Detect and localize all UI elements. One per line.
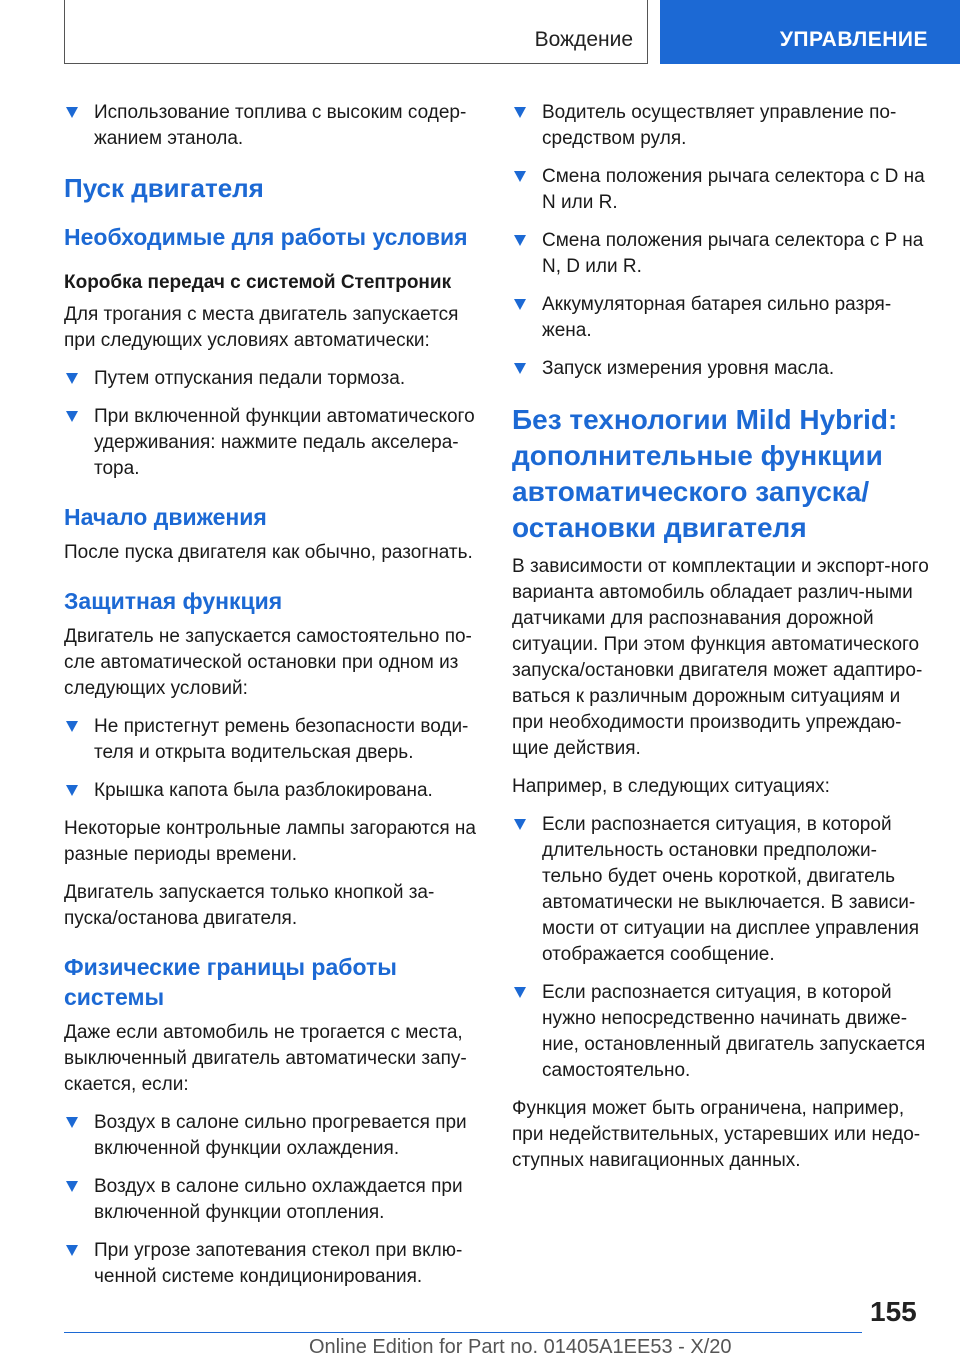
list-item-text: Крышка капота была разблокирована. [94, 780, 433, 801]
section-title: Вождение [534, 28, 633, 51]
bullet-triangle-icon [66, 373, 78, 384]
list-item-text: Использование топлива с высоким содер-жанием этанола. [94, 102, 467, 149]
list-item-text: Водитель осуществляет управление по-средством руля. [542, 102, 897, 149]
left-column [64, 100, 484, 1302]
paragraph: В зависимости от комплектации и экспорт-ного варианта автомобиль обладает различ-ными датчиками для распознавания дорожной ситуации. При этом функция автоматического запуска/остановки двигателя может адаптиро-ваться к различным дорожным ситуациям и при необходимости производить упреждаю-щие действия. [512, 556, 929, 759]
bullet-triangle-icon [66, 785, 78, 796]
list-item [64, 1110, 484, 1162]
bullet-triangle-icon [66, 1245, 78, 1256]
header-section-box [64, 0, 648, 64]
list-item [512, 980, 932, 1084]
paragraph: После пуска двигателя как обычно, разогнать. [64, 542, 473, 563]
list-item-text: Аккумуляторная батарея сильно разря-жена. [542, 294, 892, 341]
list-item [64, 714, 484, 766]
heading-protection: Защитная функция [64, 588, 283, 614]
paragraph: Функция может быть ограничена, например, при недействительных, устаревших или недо-ступных навигационных данных. [512, 1098, 921, 1171]
list-item-text: Путем отпускания педали тормоза. [94, 368, 406, 389]
list-item [64, 366, 484, 392]
page-number: 155 [870, 1296, 917, 1327]
bullet-triangle-icon [514, 363, 526, 374]
list-item [512, 164, 932, 216]
paragraph: Двигатель не запускается самостоятельно по-сле автоматической остановки при одном из следующих условий: [64, 626, 472, 699]
bullet-triangle-icon [66, 107, 78, 118]
bullet-triangle-icon [66, 411, 78, 422]
bullet-triangle-icon [66, 1181, 78, 1192]
list-item-text: Смена положения рычага селектора с P на N, D или R. [542, 230, 924, 277]
footer-edition: Online Edition for Part no. 01405A1EE53 - X/20 [309, 1336, 732, 1358]
list-item [512, 100, 932, 152]
list-item-text: При угрозе запотевания стекол при вклю-ченной системе кондиционирования. [94, 1240, 463, 1287]
bullet-triangle-icon [514, 171, 526, 182]
heading-mild-hybrid: Без технологии Mild Hybrid: дополнительные функции автоматического запуска/ остановки двигателя [512, 404, 898, 543]
list-item-text: Если распознается ситуация, в которой нужно непосредственно начинать движе-ние, остановленный двигатель запускается самостоятельно. [542, 982, 926, 1081]
list-item [64, 1238, 484, 1290]
heading-engine-start: Пуск двигателя [64, 173, 264, 203]
right-column [512, 100, 932, 1174]
paragraph: Двигатель запускается только кнопкой за-пуска/останова двигателя. [64, 882, 435, 929]
paragraph: Для трогания с места двигатель запускается при следующих условиях автоматически: [64, 304, 459, 351]
list-item [64, 100, 484, 152]
bullet-triangle-icon [66, 1117, 78, 1128]
heading-gearbox: Коробка передач с системой Стептроник [64, 272, 452, 293]
list-item-text: Воздух в салоне сильно прогревается при включенной функции охлаждения. [94, 1112, 467, 1159]
list-item-text: Если распознается ситуация, в которой длительность остановки предположи-тельно будет очень короткой, двигатель автоматически не выключается. В зависи-мости от ситуации на дисплее управления отображается сообщение. [542, 814, 920, 965]
bullet-triangle-icon [514, 299, 526, 310]
bullet-triangle-icon [514, 235, 526, 246]
list-item [512, 292, 932, 344]
list-item-text: Смена положения рычага селектора с D на N или R. [542, 166, 925, 213]
bullet-triangle-icon [514, 987, 526, 998]
list-item [512, 812, 932, 968]
list-item [64, 1174, 484, 1226]
list-item [512, 356, 932, 382]
bullet-triangle-icon [514, 107, 526, 118]
list-item [64, 404, 484, 482]
paragraph: Даже если автомобиль не трогается с места, выключенный двигатель автоматически запу-скается, если: [64, 1022, 467, 1095]
bullet-triangle-icon [66, 721, 78, 732]
heading-motion: Начало движения [64, 504, 267, 530]
list-item-text: Воздух в салоне сильно охлаждается при включенной функции отопления. [94, 1176, 463, 1223]
list-item [512, 228, 932, 280]
bullet-triangle-icon [514, 819, 526, 830]
paragraph: Например, в следующих ситуациях: [512, 776, 830, 797]
list-item-text: При включенной функции автоматического удерживания: нажмите педаль акселера-тора. [94, 406, 475, 479]
paragraph: Некоторые контрольные лампы загораются на разные периоды времени. [64, 818, 476, 865]
footer-divider [64, 1332, 862, 1333]
chapter-tab[interactable] [660, 0, 960, 64]
heading-limits: Физические границы работы системы [64, 954, 397, 1010]
heading-conditions: Необходимые для работы условия [64, 224, 468, 250]
list-item-text: Не пристегнут ремень безопасности води-теля и открыта водительская дверь. [94, 716, 469, 763]
list-item-text: Запуск измерения уровня масла. [542, 358, 835, 379]
list-item [64, 778, 484, 804]
chapter-title: УПРАВЛЕНИЕ [779, 28, 928, 51]
